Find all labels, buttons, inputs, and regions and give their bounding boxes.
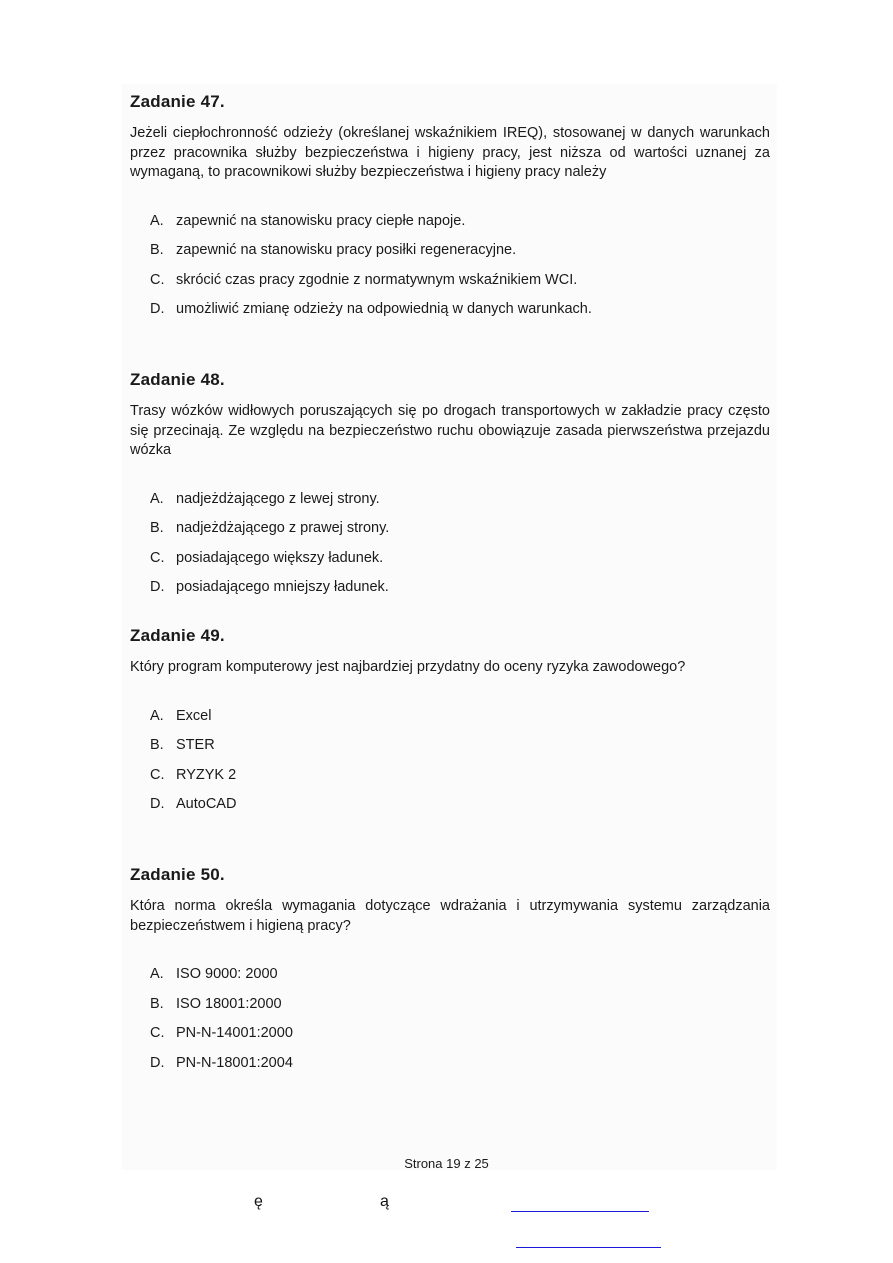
answer-list — [150, 207, 770, 325]
answer-text: zapewnić na stanowisku pracy ciepłe napoje. — [176, 212, 466, 229]
answer-option — [150, 573, 770, 603]
answer-option — [150, 514, 770, 544]
task-title: Zadanie 49. — [130, 626, 225, 645]
answer-list — [150, 485, 770, 603]
answer-option — [150, 790, 770, 820]
task-question: Który program komputerowy jest najbardziej przydatny do oceny ryzyka zawodowego? — [130, 659, 686, 675]
answer-letter: C. — [150, 1025, 165, 1041]
answer-option — [150, 544, 770, 574]
answer-option — [150, 1049, 770, 1079]
task-49 — [130, 626, 770, 820]
page-number: Strona 19 z 25 — [404, 1156, 489, 1171]
answer-text: RYZYK 2 — [176, 766, 237, 783]
answer-option — [150, 702, 770, 732]
answer-letter: C. — [150, 271, 165, 288]
answer-text: ISO 18001:2000 — [176, 995, 282, 1012]
answer-text: posiadającego mniejszy ładunek. — [176, 579, 389, 595]
answer-letter: D. — [150, 301, 165, 317]
answer-letter: A. — [150, 212, 164, 229]
answer-letter: A. — [150, 966, 164, 982]
task-title: Zadanie 48. — [130, 370, 225, 389]
answer-option — [150, 485, 770, 515]
task-50 — [130, 865, 770, 1078]
answer-option — [150, 990, 770, 1020]
answer-text: STER — [176, 737, 215, 753]
answer-option — [150, 731, 770, 761]
footer-char: ą — [380, 1193, 389, 1210]
task-question: Trasy wózków widłowych poruszających się po drogach transportowych w zakładzie pracy często się przecinają. Ze względu na bezpieczeństwo ruchu obowiązuje zasada pierwszeństwa przejazdu wózka — [130, 403, 770, 458]
answer-option — [150, 266, 770, 296]
footer-link[interactable] — [516, 1229, 661, 1248]
answer-text: nadjeżdżającego z prawej strony. — [176, 520, 390, 536]
answer-letter: A. — [150, 707, 164, 724]
answer-letter: C. — [150, 766, 165, 783]
answer-text: posiadającego większy ładunek. — [176, 549, 384, 566]
answer-text: Excel — [176, 707, 212, 724]
answer-letter: B. — [150, 520, 164, 536]
answer-text: zapewnić na stanowisku pracy posiłki regeneracyjne. — [176, 242, 517, 258]
answer-letter: B. — [150, 995, 164, 1012]
answer-letter: A. — [150, 490, 164, 507]
task-47 — [130, 92, 770, 325]
answer-option — [150, 1019, 770, 1049]
answer-option — [150, 295, 770, 325]
answer-list — [150, 960, 770, 1078]
answer-letter: D. — [150, 796, 165, 812]
footer-link[interactable] — [511, 1193, 649, 1212]
task-title: Zadanie 47. — [130, 92, 225, 111]
answer-letter: B. — [150, 737, 164, 753]
answer-letter: C. — [150, 549, 165, 566]
task-question: Która norma określa wymagania dotyczące wdrażania i utrzymywania systemu zarządzania bezpieczeństwem i higieną pracy? — [130, 898, 770, 934]
answer-option — [150, 960, 770, 990]
answer-option — [150, 207, 770, 237]
answer-letter: B. — [150, 242, 164, 258]
answer-option — [150, 236, 770, 266]
task-title: Zadanie 50. — [130, 865, 225, 884]
answer-letter: D. — [150, 1054, 165, 1071]
task-48 — [130, 370, 770, 603]
answer-text: umożliwić zmianę odzieży na odpowiednią w danych warunkach. — [176, 301, 592, 317]
task-question: Jeżeli ciepłochronność odzieży (określanej wskaźnikiem IREQ), stosowanej w danych warunkach przez pracownika służby bezpieczeństwa i higieny pracy, jest niższa od wartości uznanej za wymaganą, to pracownikowi służby bezpieczeństwa i higieny pracy należy — [130, 125, 770, 180]
answer-option — [150, 761, 770, 791]
answer-text: ISO 9000: 2000 — [176, 966, 278, 982]
answer-text: AutoCAD — [176, 796, 237, 812]
answer-text: PN-N-14001:2000 — [176, 1025, 293, 1041]
answer-text: nadjeżdżającego z lewej strony. — [176, 490, 380, 507]
answer-list — [150, 702, 770, 820]
answer-text: PN-N-18001:2004 — [176, 1054, 293, 1071]
answer-letter: D. — [150, 579, 165, 595]
answer-text: skrócić czas pracy zgodnie z normatywnym wskaźnikiem WCI. — [176, 271, 578, 288]
footer-char: ę — [254, 1193, 263, 1210]
